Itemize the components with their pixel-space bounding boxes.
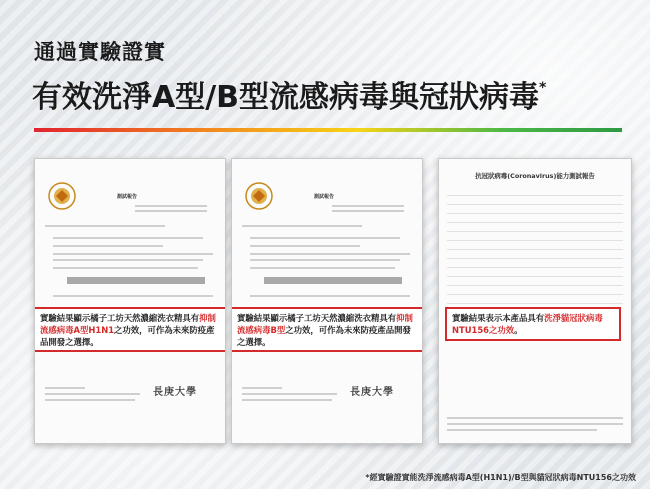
test-report-a xyxy=(34,158,226,444)
title-footnote-mark: * xyxy=(539,80,547,96)
result-callout: 實驗結果顯示橘子工坊天然濃縮洗衣精具有抑制流感病毒B型之功效，可作為未來防疫產品開發之選擇。 xyxy=(231,307,423,352)
highlight-text: 抑制流感病毒A型H1N1 xyxy=(40,313,216,335)
coronavirus-test-report xyxy=(438,158,632,444)
report-heading: 測試報告 xyxy=(314,194,335,200)
highlight-text-2: NTU156之功效 xyxy=(452,325,515,335)
report-title: 抗冠狀病毒(Coronavirus)能力測試報告 xyxy=(475,172,595,180)
rainbow-divider xyxy=(34,128,622,132)
highlight-text: 洗淨貓冠狀病毒 xyxy=(544,313,603,323)
test-report-b xyxy=(231,158,423,444)
university-seal-icon xyxy=(244,181,274,211)
subtitle: 通過實驗證實 xyxy=(34,40,166,64)
main-title-text: 有效洗淨A型/B型流感病毒與冠狀病毒 xyxy=(32,80,540,115)
footnote: *經實驗證實能洗淨流感病毒A型(H1N1)/B型與貓冠狀病毒NTU156之功效 xyxy=(365,473,636,482)
highlight-text: 抑制流感病毒B型 xyxy=(237,313,413,335)
main-title xyxy=(32,72,546,116)
university-name: 長庚大學 xyxy=(350,387,394,398)
report-heading: 測試報告 xyxy=(117,194,138,200)
university-seal-icon xyxy=(47,181,77,211)
result-callout: 實驗結果表示本產品具有洗淨貓冠狀病毒 NTU156之功效。 xyxy=(445,307,621,341)
university-name: 長庚大學 xyxy=(153,387,197,398)
result-callout: 實驗結果顯示橘子工坊天然濃縮洗衣精具有抑制流感病毒A型H1N1之功效，可作為未來防疫產品開發之選擇。 xyxy=(34,307,226,352)
